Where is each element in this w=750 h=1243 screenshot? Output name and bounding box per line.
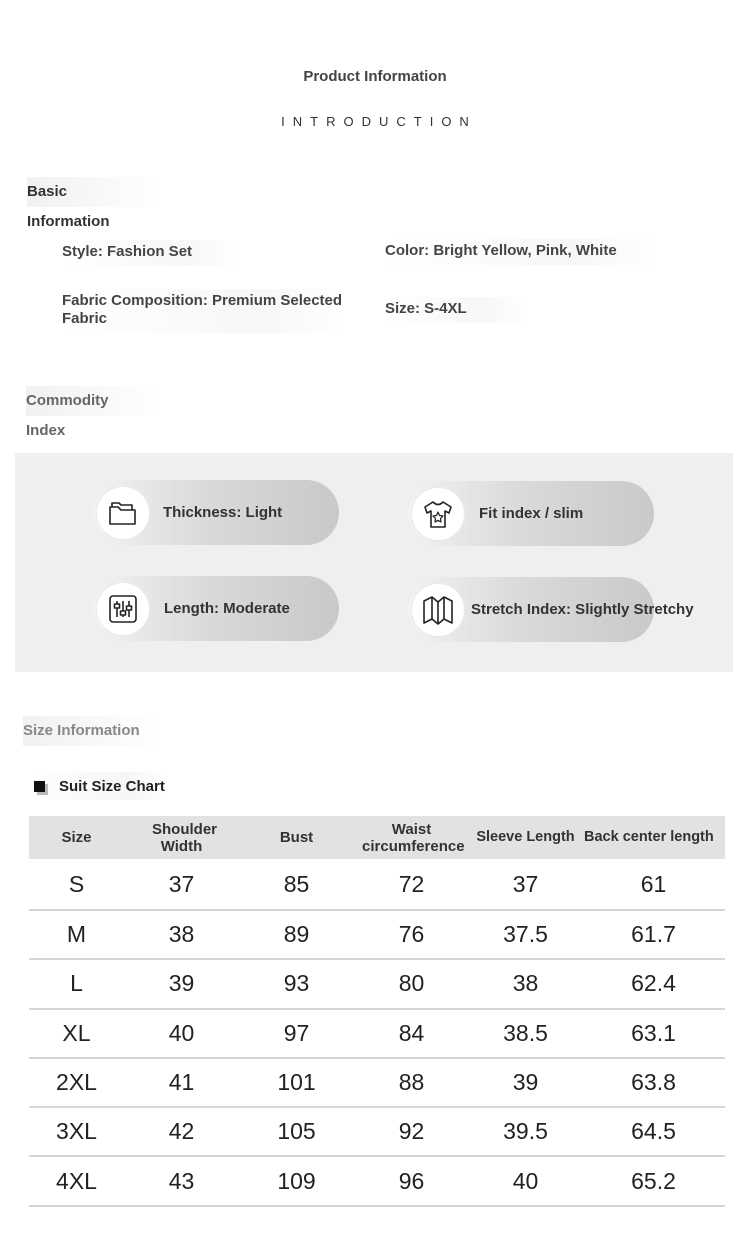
table-header-row <box>29 816 725 859</box>
bust-cell: 93 <box>239 959 354 1008</box>
fit-indicator <box>408 481 654 546</box>
back-center-length-cell: 65.2 <box>582 1156 725 1205</box>
waist-cell: 96 <box>354 1156 469 1205</box>
basic-information-heading: Basic Information <box>27 177 163 207</box>
size-cell: L <box>29 959 124 1008</box>
column-header-sleeve-length: Sleeve Length <box>469 816 582 859</box>
shoulder-width-cell: 37 <box>124 859 239 910</box>
table-row <box>29 1009 725 1058</box>
shoulder-width-cell: 38 <box>124 910 239 959</box>
commodity-index-heading: Commodity Index <box>26 386 160 416</box>
table-row <box>29 1156 725 1205</box>
sleeve-length-cell: 38 <box>469 959 582 1008</box>
size-information-heading: Size Information <box>23 716 163 746</box>
back-center-length-cell: 61 <box>582 859 725 910</box>
sleeve-length-cell: 37.5 <box>469 910 582 959</box>
back-center-length-cell: 63.1 <box>582 1009 725 1058</box>
bust-cell: 85 <box>239 859 354 910</box>
shoulder-width-cell: 39 <box>124 959 239 1008</box>
sleeve-length-cell: 40 <box>469 1156 582 1205</box>
size-cell: 2XL <box>29 1058 124 1107</box>
folded-map-icon <box>411 583 465 637</box>
sleeve-length-cell: 37 <box>469 859 582 910</box>
sleeve-length-cell: 39 <box>469 1058 582 1107</box>
table-row <box>29 959 725 1008</box>
waist-cell: 76 <box>354 910 469 959</box>
back-center-length-cell: 61.7 <box>582 910 725 959</box>
thickness-label: Thickness: Light <box>163 504 283 521</box>
table-row <box>29 1107 725 1156</box>
bust-cell: 101 <box>239 1058 354 1107</box>
back-center-length-cell: 64.5 <box>582 1107 725 1156</box>
column-header-bust: Bust <box>239 816 354 859</box>
column-header-back-center-length: Back center length <box>582 816 725 859</box>
color-info: Color: Bright Yellow, Pink, White <box>385 239 657 265</box>
back-center-length-cell: 62.4 <box>582 959 725 1008</box>
square-bullet-icon <box>34 781 45 792</box>
fit-label: Fit index / slim <box>479 505 584 522</box>
style-info: Style: Fashion Set <box>62 240 240 266</box>
size-cell: S <box>29 859 124 910</box>
fabric-info: Fabric Composition: Premium Selected Fabric <box>62 289 347 333</box>
waist-cell: 80 <box>354 959 469 1008</box>
length-label: Length: Moderate <box>164 600 290 617</box>
stretch-indicator <box>408 577 694 642</box>
sleeve-length-cell: 38.5 <box>469 1009 582 1058</box>
size-chart-table <box>29 816 725 1207</box>
bust-cell: 89 <box>239 910 354 959</box>
sliders-icon <box>96 582 150 636</box>
waist-cell: 92 <box>354 1107 469 1156</box>
thickness-indicator <box>93 480 339 545</box>
bust-cell: 97 <box>239 1009 354 1058</box>
bust-cell: 109 <box>239 1156 354 1205</box>
column-header-waist: Waist circumference <box>354 816 469 859</box>
back-center-length-cell: 63.8 <box>582 1058 725 1107</box>
size-cell: 3XL <box>29 1107 124 1156</box>
folder-icon <box>96 486 150 540</box>
waist-cell: 88 <box>354 1058 469 1107</box>
shoulder-width-cell: 42 <box>124 1107 239 1156</box>
table-row <box>29 910 725 959</box>
length-indicator <box>93 576 339 641</box>
size-cell: M <box>29 910 124 959</box>
size-chart-title <box>34 776 165 796</box>
size-cell: XL <box>29 1009 124 1058</box>
size-cell: 4XL <box>29 1156 124 1205</box>
waist-cell: 72 <box>354 859 469 910</box>
page-subtitle: INTRODUCTION <box>281 114 477 129</box>
shoulder-width-cell: 43 <box>124 1156 239 1205</box>
size-info: Size: S-4XL <box>385 297 527 323</box>
table-row <box>29 1058 725 1107</box>
table-row <box>29 859 725 910</box>
sleeve-length-cell: 39.5 <box>469 1107 582 1156</box>
column-header-size: Size <box>29 816 124 859</box>
page-title: Product Information <box>303 68 447 85</box>
tshirt-icon <box>411 487 465 541</box>
shoulder-width-cell: 41 <box>124 1058 239 1107</box>
stretch-label: Stretch Index: Slightly Stretchy <box>471 601 694 618</box>
waist-cell: 84 <box>354 1009 469 1058</box>
shoulder-width-cell: 40 <box>124 1009 239 1058</box>
column-header-shoulder-width: Shoulder Width <box>124 816 239 859</box>
size-chart-title-text: Suit Size Chart <box>59 777 165 795</box>
bust-cell: 105 <box>239 1107 354 1156</box>
